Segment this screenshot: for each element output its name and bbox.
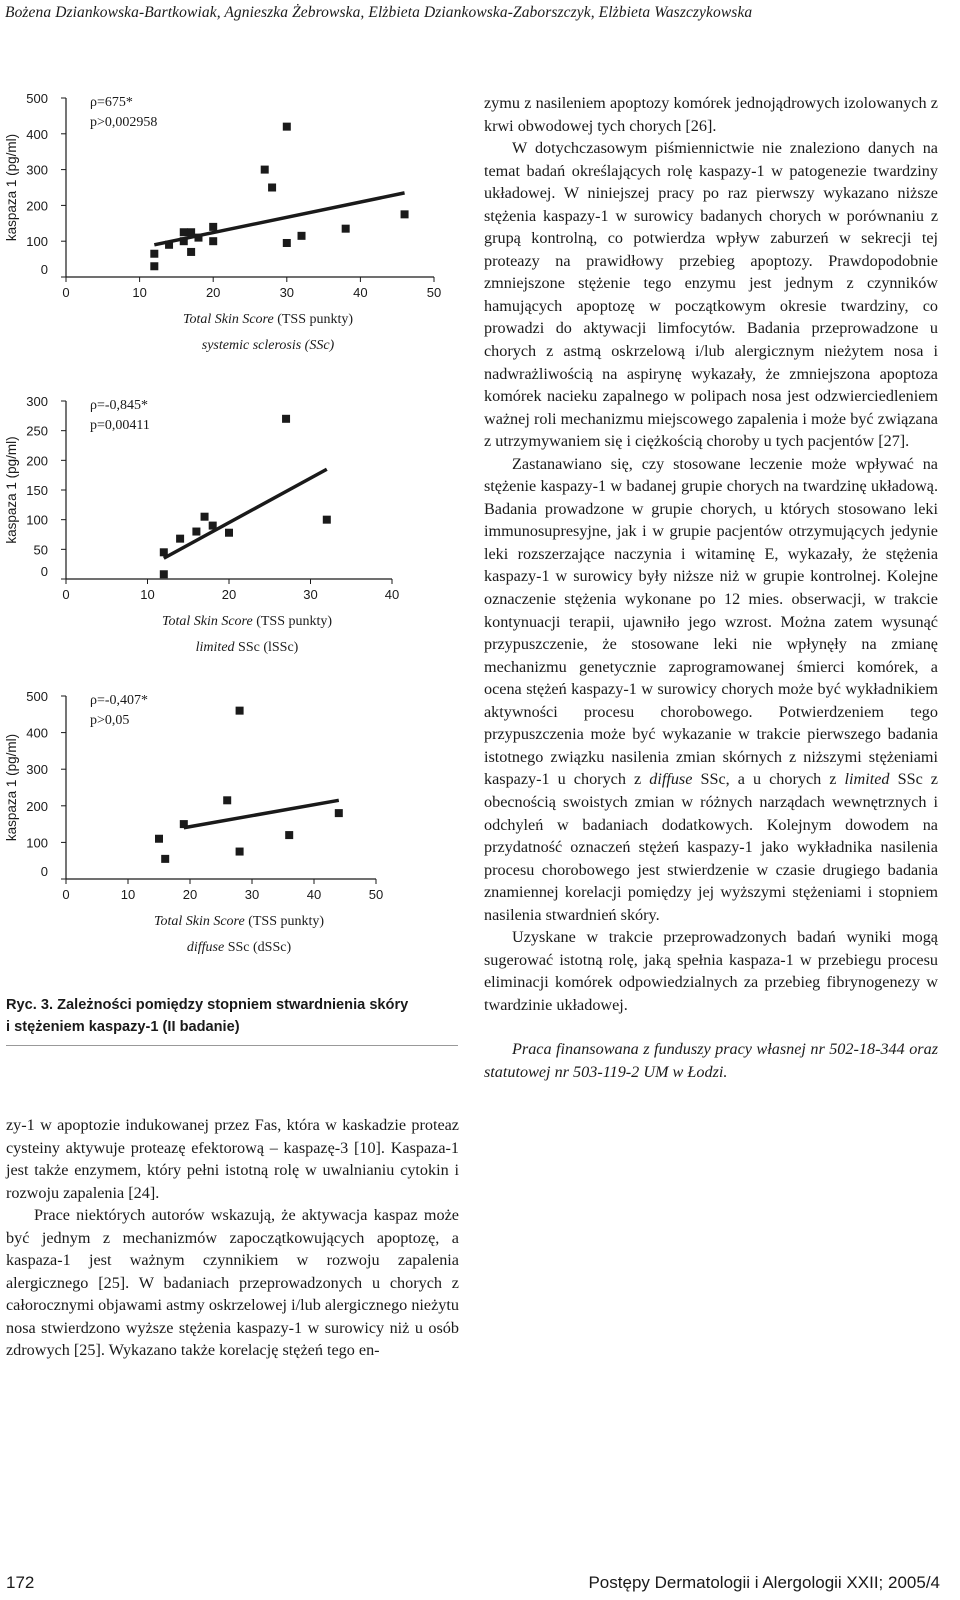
chart-2-stat-rho: ρ=-0,845* [90,398,149,413]
chart-3-ytick-label: 400 [26,725,48,741]
chart-3-data-point [236,848,244,856]
chart-3-ytick-label: 500 [26,689,48,704]
chart-2-ytick-label: 200 [26,453,48,469]
term-diffuse: diffuse [649,770,693,789]
chart-3-x-label-italic: Total Skin Score [153,914,245,929]
chart-1-data-point [342,225,350,233]
chart-1-stat-rho: ρ=675* [90,95,133,110]
chart-1-x-label [183,312,353,327]
figure-3-charts [0,88,470,988]
chart-1-stat-p: p>0,002958 [90,115,158,130]
chart-2-data-point [282,415,290,423]
figure-caption-line-1: Ryc. 3. Zależności pomiędzy stopniem stwardnienia skóry [6,997,409,1013]
chart-1-data-point [268,184,276,192]
chart-2-ytick-label: 50 [33,542,48,558]
chart-3-x-label [154,914,324,929]
chart-3-xtick-label: 50 [368,887,384,902]
chart-3-ytick-label: 0 [40,864,48,879]
left-paragraph-1: zy-1 w apoptozie indukowanej przez Fas, która w kaskadzie proteaz cysteiny aktywuje proteazę efektorową – kaspazę-3 [10]. Kaspaza-1 jest także enzymem, który pełni istotną rolę w uwalnianiu cytokin i rozwoju zapalenia [24]. [6,1116,459,1202]
chart-2-ytick-label: 300 [26,394,48,409]
chart-3-data-point [223,796,231,804]
page-number: 172 [6,1573,35,1592]
right-paragraph-3-part-b: SSc, a u chorych z [692,770,845,789]
chart-1-xtick-label: 20 [205,285,221,300]
chart-1-data-point [298,232,306,240]
caption-divider [6,1045,458,1046]
chart-1-xtick-label: 10 [132,285,147,300]
chart-2-data-point [323,516,331,524]
left-text-column [6,1114,459,1362]
chart-3-data-point [161,855,169,863]
right-paragraph-3-part-c: SSc z obecnością swoistych zmian w różnych narządach wewnętrznych i odchyleń w badaniach dodatkowych. Kolejnym dowodem na przydatność oznaczeń stężeń kaspazy-1 jako wykładnika nasilenia procesu chorobowego jest stwierdzenie w czasie drugiego badania znamiennej korelacji pomiędzy jej wyższymi stężeniami i stopniem nasilenia stwardnień skóry. [484,770,938,924]
chart-2-y-label: kaspaza 1 (pg/ml) [4,436,19,544]
chart-1-data-point [187,248,195,256]
chart-3-stat-p: p>0,05 [90,713,130,728]
left-paragraph-2: Prace niektórych autorów wskazują, że aktywacja kaspaz może być jednym z mechanizmów zapoczątkowujących apoptozę, a kaspaza-1 jest ważnym czynnikiem w rozwoju zapalenia alergicznego [25]. W badaniach przeprowadzonych u chorych z całorocznymi objawami astmy oskrzelowej i/lub alergicznego nieżytu nosa stwierdzono wyższe stężenia kaspazy-1 w surowicy niż u osób zdrowych [25]. Wykazano także korelację stężeń tego en- [6,1206,459,1360]
chart-1-xtick-label: 40 [353,285,368,300]
chart-2-data-point [201,513,209,521]
chart-3-ytick-label: 300 [26,762,48,778]
chart-2-xtick-label: 10 [140,587,155,602]
chart-2-trend-line [164,469,327,558]
funding-note: Praca finansowana z funduszy pracy własnej nr 502-18-344 oraz statutowej nr 503-119-2 UM w Łodzi. [484,1040,938,1081]
chart-1-y-label: kaspaza 1 (pg/ml) [4,133,19,242]
chart-1-data-point [283,123,291,131]
chart-1-x-label-rest: (TSS punkty) [273,312,354,327]
chart-2-x-label-rest: (TSS punkty) [252,614,333,629]
chart-3-xtick-label: 30 [244,887,260,902]
chart-3-data-point [155,835,163,843]
chart-2-x-label-italic: Total Skin Score [161,614,253,629]
chart-3-xtick-label: 40 [306,887,322,902]
chart-3-subtitle [187,940,292,955]
right-paragraph-3 [484,453,938,926]
chart-1-ytick-label: 0 [40,262,48,277]
chart-2-subtitle-rest: SSc (lSSc) [234,640,299,655]
chart-3-stat-rho: ρ=-0,407* [90,693,149,708]
journal-footer: Postępy Dermatologii i Alergologii XXII; 2005/4 [588,1573,940,1592]
chart-2-data-point [192,528,200,536]
chart-3-data-point [335,809,343,817]
figure-caption-line-2: i stężeniem kaspazy-1 (II badanie) [6,1019,240,1035]
chart-1-ytick-label: 500 [26,91,48,106]
chart-2-ytick-label: 100 [26,512,48,528]
figure-caption [6,994,458,1038]
chart-2-data-point [176,535,184,543]
chart-1-data-point [209,223,217,231]
chart-2-stat-p: p=0,00411 [90,418,150,433]
chart-2-xtick-label: 0 [62,587,70,602]
running-head-authors: Bożena Dziankowska-Bartkowiak, Agnieszka Żebrowska, Elżbieta Dziankowska-Zaborszczyk, Elżbieta Waszczykowska [5,4,753,21]
chart-1-data-point [180,228,188,236]
chart-3-trend-line [184,800,339,827]
chart-3-data-point [285,831,293,839]
chart-3-ytick-label: 100 [26,835,48,851]
chart-1-xtick-label: 50 [426,285,442,300]
chart-1-data-point [150,250,158,258]
chart-1-data-point [209,237,217,245]
chart-2-ytick-label: 150 [26,483,48,498]
chart-3-x-label-rest: (TSS punkty) [244,914,325,929]
chart-2-ytick-label: 0 [40,564,48,579]
chart-1-ytick-label: 100 [26,234,48,250]
chart-3-y-label: kaspaza 1 (pg/ml) [4,733,19,842]
chart-3-xtick-label: 0 [62,887,70,902]
right-paragraph-2: W dotychczasowym piśmiennictwie nie znaleziono danych na temat badań określających rolę kaspazy-1 w patogenezie twardziny układowej. W niniejszej pracy po raz pierwszy wykazano niższe stężenia kaspazy-1 w surowicy badanych chorych w porównaniu z grupą kontrolną, co potwierdza wpływ zaburzeń w sekrecji tej proteazy na prawidłowy przebieg apoptozy. Prawdopodobnie zmniejszone stężenie tego enzymu jest jednym z czynników hamujących apoptozę w początkowym okresie twardziny, co prowadzi do aktywacji limfocytów. Badania przeprowadzone u chorych z astmą oskrzelową i/lub alergicznym nieżytem nosa i nadwrażliwością na aspirynę wykazały, że zmniejszona apoptoza komórek nacieku zapalnego w polipach nosa jest odzwierciedleniem ważnej roli mechanizmu miejscowego zapalenia i może być związana z utrzymywaniem się i ciężkością choroby u tych pacjentów [27]. [484,139,938,451]
chart-2-data-point [225,529,233,537]
chart-2-data-point [160,570,168,578]
chart-3-xtick-label: 10 [120,887,136,902]
chart-2-xtick-label: 40 [384,587,400,602]
chart-1-xtick-label: 0 [62,285,70,300]
right-paragraph-1: zymu z nasileniem apoptozy komórek jednojądrowych izolowanych z krwi obwodowej tych chorych [26]. [484,94,938,135]
figure-3 [0,88,470,988]
chart-3-subtitle-rest: SSc (dSSc) [224,940,292,955]
chart-1-x-label-italic: Total Skin Score [182,312,274,327]
chart-2-subtitle-italic: limited [195,640,235,655]
chart-1-ytick-label: 200 [26,198,48,214]
chart-2-ytick-label: 250 [26,423,48,439]
right-text-column [484,92,938,1084]
chart-1-subtitle: systemic sclerosis (SSc) [201,338,335,353]
right-paragraph-3-part-a: Zastanawiano się, czy stosowane leczenie może wpływać na stężenie kaspazy-1 w badanej grupie chorych na twardzinę układową. Badania prowadzone w grupie chorych, u których stosowano leki immunosupresyjne, jak i w grupie pacjentów otrzymujących jedynie leki rozszerzające naczynia i witaminę E, wykazały, że stężenia kaspazy-1 w surowicy były niższe niż w grupie kontrolnej. Kolejne oznaczenie stężenia wykonane po 12 mies. obserwacji, w trakcie kontynuacji terapii, ujawniło jego wzrost. Można zatem wysunąć przypuszczenie, że stosowane leki nie wpłynęły na zmianę mechanizmu genetycznie zaprogramowanej śmierci komórek, a ocena stężeń kaspazy-1 w surowicy chorych może być wykładnikiem aktywności procesu chorobowego. Potwierdzeniem tego przypuszczenia może być wykazanie w trakcie pierwszego badania istotnego związku nasilenia zmian skórnych z niższymi stężeniami kaspazy-1 u chorych z [484,454,938,789]
chart-1-data-point [283,239,291,247]
chart-1-xtick-label: 30 [279,285,295,300]
chart-3-xtick-label: 20 [182,887,198,902]
chart-2-xtick-label: 20 [221,587,237,602]
chart-2-xtick-label: 30 [303,587,318,602]
chart-1-trend-line [154,193,404,245]
chart-1-ytick-label: 300 [26,162,48,178]
chart-3-ytick-label: 200 [26,798,48,814]
term-limited: limited [844,770,890,789]
chart-2-x-label [162,614,332,629]
chart-3-data-point [236,707,244,715]
chart-3-subtitle-italic: diffuse [186,940,225,955]
chart-1-data-point [150,262,158,270]
chart-1-data-point [261,166,269,174]
chart-2-subtitle [196,640,299,655]
chart-1-ytick-label: 400 [26,126,48,142]
chart-1-data-point [401,210,409,218]
right-paragraph-4: Uzyskane w trakcie przeprowadzonych badań wyniki mogą sugerować istotną rolę, jaką spełnia kaspaza-1 w przebiegu procesu eliminacji komórek odpowiedzialnych za przebieg fibrynogenezy w twardzinie układowej. [484,928,938,1014]
